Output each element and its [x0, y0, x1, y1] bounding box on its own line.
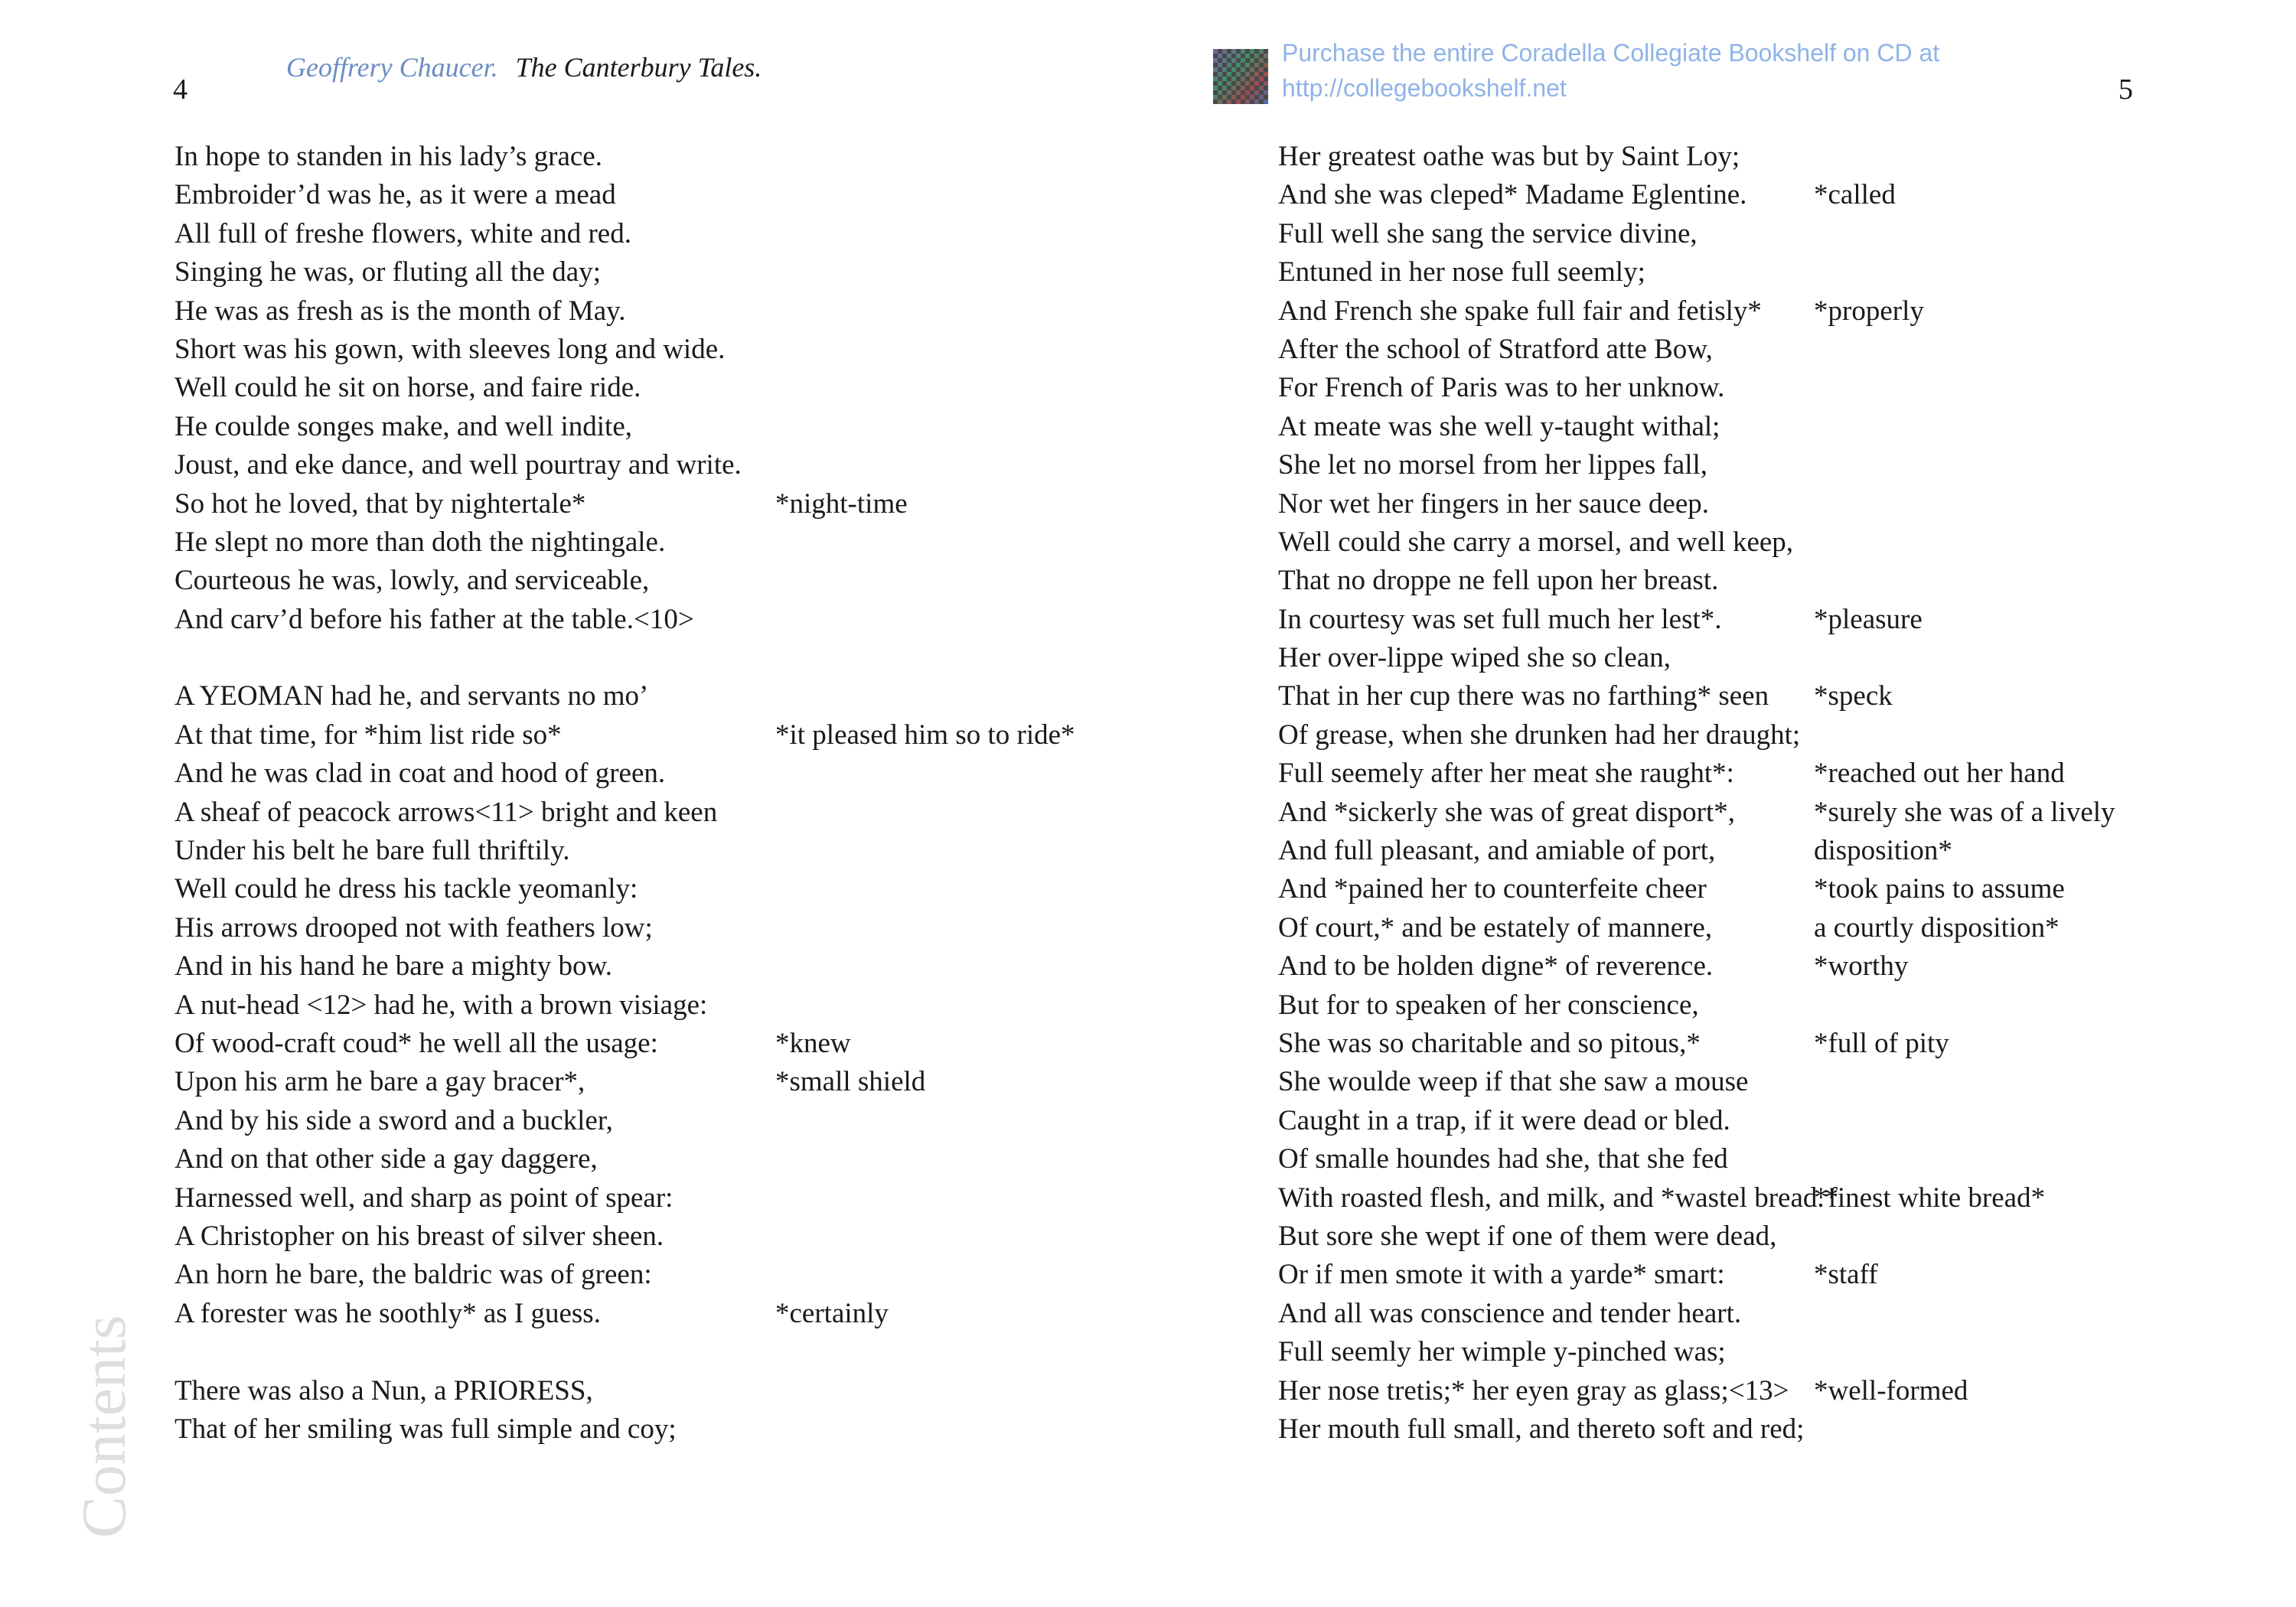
gloss-note: *it pleased him so to ride* — [775, 719, 1075, 751]
verse-line — [174, 1295, 1032, 1333]
verse-text: Embroider’d was he, as it were a mead — [174, 179, 616, 211]
gloss-note: disposition* — [1814, 835, 1952, 867]
verse-line — [174, 369, 1032, 407]
verse-text: Entuned in her nose full seemly; — [1278, 256, 1645, 288]
bookshelf-logo-icon[interactable] — [1213, 49, 1268, 104]
verse-line — [174, 1217, 1032, 1256]
verse-line — [1278, 446, 2135, 484]
verse-line — [1278, 794, 2135, 832]
verse-text: A forester was he soothly* as I guess. — [174, 1297, 601, 1329]
verse-line — [174, 755, 1032, 793]
gloss-note: *reached out her hand — [1814, 758, 2065, 790]
verse-line — [174, 870, 1032, 908]
verse-text: A sheaf of peacock arrows<11> bright and keen — [174, 796, 718, 828]
verse-text: She woulde weep if that she saw a mouse — [1278, 1066, 1749, 1098]
verse-line — [1278, 1217, 2135, 1256]
gloss-note: *staff — [1814, 1259, 1878, 1291]
verse-text: In courtesy was set full much her lest*. — [1278, 603, 1722, 635]
verse-text: And by his side a sword and a buckler, — [174, 1104, 613, 1136]
verse-line — [1278, 1333, 2135, 1371]
verse-text: At meate was she well y-taught withal; — [1278, 410, 1720, 442]
verse-line — [174, 292, 1032, 331]
verse-text: A Christopher on his breast of silver sheen. — [174, 1220, 664, 1252]
author-link[interactable]: Geoffrery Chaucer. — [286, 52, 498, 83]
book-title: The Canterbury Tales. — [515, 52, 762, 83]
verse-line — [174, 1102, 1032, 1140]
verse-text: That no droppe ne fell upon her breast. — [1278, 565, 1719, 597]
verse-text: At that time, for *him list ride so* — [174, 719, 562, 751]
verse-line — [1278, 832, 2135, 870]
page-number-right: 5 — [2118, 73, 2133, 106]
verse-text: And all was conscience and tender heart. — [1278, 1297, 1742, 1329]
verse-text: He coulde songes make, and well indite, — [174, 410, 632, 442]
ad-line[interactable]: Purchase the entire Coradella Collegiate Bookshelf on CD at — [1282, 39, 1940, 67]
verse-text: She was so charitable and so pitous,* — [1278, 1027, 1701, 1059]
verse-line — [1278, 369, 2135, 407]
verse-text: A YEOMAN had he, and servants no mo’ — [174, 680, 649, 712]
verse-text: And carv’d before his father at the table.<10> — [174, 603, 694, 635]
verse-line — [1278, 947, 2135, 986]
verse-line — [174, 639, 1032, 677]
verse-line — [174, 331, 1032, 369]
ad-url[interactable]: http://collegebookshelf.net — [1282, 74, 1567, 102]
verse-text: With roasted flesh, and milk, and *wastel bread.* — [1278, 1182, 1839, 1214]
verse-line — [174, 1179, 1032, 1217]
verse-line — [174, 1063, 1032, 1101]
verse-line — [174, 215, 1032, 253]
gloss-note: *well-formed — [1814, 1374, 1968, 1407]
purchase-ad-link[interactable] — [1282, 35, 1939, 106]
verse-text: Caught in a trap, if it were dead or bled. — [1278, 1104, 1730, 1136]
verse-text: After the school of Stratford atte Bow, — [1278, 333, 1713, 365]
verse-text: And in his hand he bare a mighty bow. — [174, 950, 613, 983]
verse-text: Of smalle houndes had she, that she fed — [1278, 1143, 1728, 1175]
verse-text: And to be holden digne* of reverence. — [1278, 950, 1714, 983]
verse-line — [1278, 986, 2135, 1025]
verse-line — [174, 1025, 1032, 1063]
verse-line — [174, 832, 1032, 870]
gloss-note: a courtly disposition* — [1814, 911, 2060, 944]
verse-text: Well could she carry a morsel, and well keep, — [1278, 526, 1794, 558]
verse-text: Courteous he was, lowly, and serviceable, — [174, 565, 650, 597]
verse-text: And she was cleped* Madame Eglentine. — [1278, 179, 1747, 211]
verse-line — [1278, 1102, 2135, 1140]
verse-text: And *sickerly she was of great disport*, — [1278, 796, 1736, 828]
verse-line — [1278, 909, 2135, 947]
gloss-note: *certainly — [775, 1297, 889, 1329]
verse-line — [174, 677, 1032, 715]
verse-line — [1278, 1140, 2135, 1178]
verse-text: Joust, and eke dance, and well pourtray and write. — [174, 449, 742, 481]
verse-line — [1278, 1295, 2135, 1333]
right-page-text — [1278, 138, 2135, 1449]
verse-text: And French she spake full fair and fetisly* — [1278, 295, 1762, 327]
verse-text: Her nose tretis;* her eyen gray as glass;<13> — [1278, 1374, 1789, 1407]
verse-line — [1278, 639, 2135, 677]
gloss-note: *pleasure — [1814, 603, 1923, 635]
verse-line — [1278, 562, 2135, 600]
verse-line — [1278, 1025, 2135, 1063]
verse-line — [174, 1256, 1032, 1294]
verse-text: Full well she sang the service divine, — [1278, 217, 1698, 249]
verse-line — [174, 1140, 1032, 1178]
verse-text: An horn he bare, the baldric was of green: — [174, 1259, 652, 1291]
verse-line — [174, 562, 1032, 600]
verse-text: There was also a Nun, a PRIORESS, — [174, 1374, 593, 1407]
gloss-note: *full of pity — [1814, 1027, 1949, 1059]
left-page-text — [174, 138, 1075, 1449]
verse-line — [1278, 176, 2135, 214]
verse-text: And he was clad in coat and hood of green. — [174, 758, 666, 790]
verse-text: He slept no more than doth the nightingale. — [174, 526, 666, 558]
verse-text: Of court,* and be estately of mannere, — [1278, 911, 1713, 944]
verse-text: But for to speaken of her conscience, — [1278, 989, 1699, 1021]
verse-line — [174, 176, 1032, 214]
verse-text: Or if men smote it with a yarde* smart: — [1278, 1259, 1725, 1291]
verse-text: Her over-lippe wiped she so clean, — [1278, 642, 1671, 674]
verse-line — [174, 909, 1032, 947]
verse-text: And on that other side a gay daggere, — [174, 1143, 598, 1175]
verse-text: Her mouth full small, and thereto soft and red; — [1278, 1413, 1805, 1445]
verse-text: She let no morsel from her lippes fall, — [1278, 449, 1708, 481]
verse-text: Singing he was, or fluting all the day; — [174, 256, 601, 288]
verse-line — [174, 253, 1032, 292]
verse-line — [1278, 408, 2135, 446]
verse-text: All full of freshe flowers, white and red. — [174, 217, 631, 249]
verse-text: Well could he dress his tackle yeomanly: — [174, 873, 638, 905]
verse-line — [1278, 601, 2135, 639]
verse-line — [1278, 292, 2135, 331]
verse-line — [1278, 485, 2135, 523]
verse-text: A nut-head <12> had he, with a brown visiage: — [174, 989, 708, 1021]
verse-line — [174, 138, 1032, 176]
verse-text: Of grease, when she drunken had her draught; — [1278, 719, 1801, 751]
verse-line — [1278, 1179, 2135, 1217]
verse-line — [1278, 215, 2135, 253]
gloss-note: *speck — [1814, 680, 1893, 712]
verse-text: So hot he loved, that by nightertale* — [174, 487, 586, 520]
page-number-left: 4 — [173, 73, 188, 106]
verse-text: Upon his arm he bare a gay bracer*, — [174, 1066, 585, 1098]
verse-line — [174, 485, 1032, 523]
verse-line — [1278, 1410, 2135, 1449]
verse-text: Harnessed well, and sharp as point of spear: — [174, 1182, 673, 1214]
verse-line — [174, 986, 1032, 1025]
verse-line — [174, 1333, 1032, 1371]
gloss-note: *called — [1814, 179, 1896, 211]
contents-link[interactable]: Contents — [69, 1315, 139, 1538]
verse-text: But sore she wept if one of them were dead, — [1278, 1220, 1777, 1252]
gloss-note: *small shield — [775, 1066, 926, 1098]
verse-line — [174, 1410, 1032, 1449]
verse-line — [1278, 1256, 2135, 1294]
gloss-note: *night-time — [775, 487, 908, 520]
verse-line — [1278, 331, 2135, 369]
verse-text: Full seemly her wimple y-pinched was; — [1278, 1336, 1726, 1368]
verse-text: Nor wet her fingers in her sauce deep. — [1278, 487, 1709, 520]
verse-text: His arrows drooped not with feathers low; — [174, 911, 653, 944]
gloss-note: *worthy — [1814, 950, 1909, 983]
verse-line — [1278, 677, 2135, 715]
verse-text: He was as fresh as is the month of May. — [174, 295, 626, 327]
verse-line — [174, 446, 1032, 484]
verse-text: Full seemely after her meat she raught*: — [1278, 758, 1734, 790]
gloss-note: *surely she was of a lively — [1814, 796, 2115, 828]
verse-line — [1278, 523, 2135, 562]
verse-text: Short was his gown, with sleeves long and wide. — [174, 333, 726, 365]
verse-line — [174, 794, 1032, 832]
verse-text: Under his belt he bare full thriftily. — [174, 835, 570, 867]
verse-text: And *pained her to counterfeite cheer — [1278, 873, 1707, 905]
verse-line — [174, 523, 1032, 562]
gloss-note: *knew — [775, 1027, 851, 1059]
verse-line — [1278, 755, 2135, 793]
verse-text: That in her cup there was no farthing* seen — [1278, 680, 1769, 712]
verse-line — [1278, 716, 2135, 755]
verse-line — [1278, 1063, 2135, 1101]
verse-text: In hope to standen in his lady’s grace. — [174, 141, 602, 172]
running-header — [286, 54, 762, 81]
verse-line — [174, 716, 1075, 755]
verse-text: And full pleasant, and amiable of port, — [1278, 835, 1716, 867]
verse-text: Her greatest oathe was but by Saint Loy; — [1278, 141, 1740, 172]
verse-line — [1278, 1372, 2135, 1410]
verse-text: Of wood-craft coud* he well all the usage: — [174, 1027, 658, 1059]
verse-line — [1278, 138, 2135, 176]
gloss-note: *properly — [1814, 295, 1924, 327]
verse-line — [174, 601, 1032, 639]
verse-line — [174, 408, 1032, 446]
verse-text: That of her smiling was full simple and coy; — [174, 1413, 677, 1445]
gloss-note: *took pains to assume — [1814, 873, 2065, 905]
verse-line — [1278, 870, 2135, 908]
verse-text: For French of Paris was to her unknow. — [1278, 372, 1725, 404]
verse-line — [174, 947, 1032, 986]
verse-line — [1278, 253, 2135, 292]
gloss-note: *finest white bread* — [1814, 1182, 2046, 1214]
verse-line — [174, 1372, 1032, 1410]
verse-text: Well could he sit on horse, and faire ride. — [174, 372, 641, 404]
